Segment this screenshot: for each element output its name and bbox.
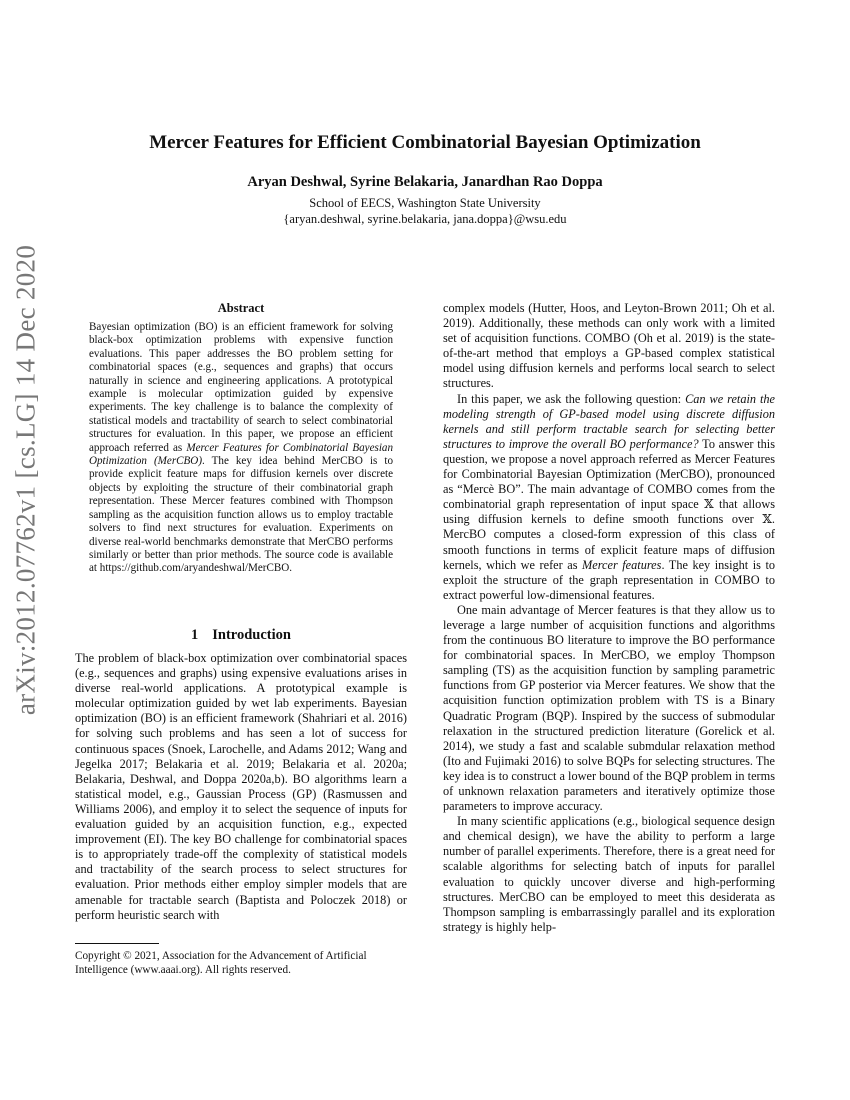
intro-paragraph-3: One main advantage of Mercer features is that they allow us to leverage a large number of acquisition functions and algorithms from the continuous BO literature to improve the BO performance for combinatorial spaces. In MerCBO, we employ Thompson sampling (TS) as the acquisition function by sampling parametric functions from GP posterior via Mercer features. We show that the acquisition function optimization problem with TS is a Binary Quadratic Program (BQP). Inspired by the success of submodular relaxation in the structured prediction literature (Gorelick et al. 2014), we study a fast and scalable submdular relaxation method (Ito and Fujimaki 2016) to solve BQPs for selecting structures. The key idea is to construct a lower bound of the BQP problem in terms of unknown relaxation parameters and iteratively optimize those parameters to improve accuracy.: [443, 602, 775, 814]
research-question: Can we retain the modeling strength of GP-based model using discrete diffusion kernels and still perform tractable search for selecting better structures to improve the overall BO performance?: [443, 391, 775, 451]
intro-paragraph-2-a: In this paper, we ask the following question:: [457, 391, 686, 406]
left-column-body: [75, 651, 407, 923]
intro-paragraph-2-b: To answer this question, we propose a novel approach referred as Mercer Features for Combinatorial Bayesian Optimization (MerCBO), pronounced as “Mercè BO”. The main advantage of COMBO comes from the combinatorial graph representation of input space 𝕏 that allows using diffusion kernels to define smooth functions over 𝕏. MercBO computes a closed-form expression of this class of smooth functions in terms of explicit feature maps of diffusion kernels, which we refer as: [443, 436, 775, 572]
mercer-features-term: Mercer features: [582, 557, 662, 572]
author-emails: {aryan.deshwal, syrine.belakaria, jana.doppa}@wsu.edu: [283, 212, 567, 226]
abstract-text-1: Bayesian optimization (BO) is an efficient framework for solving black-box optimization problems with expensive function evaluations. This paper addresses the BO problem setting for combinatorial spaces (e.g., sequences and graphs) that occurs naturally in science and engineering applications. A prototypical example is molecular optimization guided by expensive experiments. The key challenge is to balance the complexity of statistical models and tractability of search to select combinatorial structures for evaluation. In this paper, we propose an efficient approach referred as: [89, 321, 393, 454]
abstract-body: [89, 321, 393, 576]
section-title: Introduction: [212, 627, 291, 643]
intro-paragraph-4: In many scientific applications (e.g., biological sequence design and chemical design), we have the ability to perform a large number of parallel experiments. Therefore, there is a great need for scalable algorithms for selecting batch of inputs for parallel evaluation to quickly uncover diverse and high-performing structures. MerCBO can be employed to meet this desiderata as Thompson sampling is embarrassingly parallel and its exploration strategy is highly help-: [443, 814, 775, 934]
abstract-heading: Abstract: [217, 301, 265, 315]
intro-paragraph-2-c: . The key insight is to exploit the structure of the graph representation in COMBO to extract powerful low-dimensional features.: [443, 557, 776, 602]
section-number: 1: [191, 627, 199, 643]
intro-paragraph-1-continued: complex models (Hutter, Hoos, and Leyton-Brown 2011; Oh et al. 2019). Additionally, these methods can only work with a limited set of acquisition functions. COMBO (Oh et al. 2019) is the state-of-the-art method that employs a GP-based complex statistical model using diffusion kernels and performs local search to select structures.: [443, 301, 775, 391]
abstract-text-2: . The key idea behind MerCBO is to provide explicit feature maps for diffusion kernels over discrete objects by exploiting the structure of their combinatorial graph representation. These Mercer features combined with Thompson sampling as the acquisition function allows us to employ tractable solvers to find next structures for evaluation. Experiments on diverse real-world benchmarks demonstrate that MerCBO performs similarly or better than prior methods. The source code is available at https://github.com/aryandeshwal/MerCBO.: [89, 455, 393, 575]
paper-title: Mercer Features for Efficient Combinatorial Bayesian Optimization: [149, 132, 701, 153]
right-column-body: [443, 301, 775, 935]
arxiv-identifier-sidebar: [4, 244, 48, 716]
arxiv-identifier-text: arXiv:2012.07762v1 [cs.LG] 14 Dec 2020: [10, 244, 41, 716]
footnote-divider: [75, 943, 159, 944]
intro-paragraph-2: [443, 392, 775, 603]
author-affiliation: School of EECS, Washington State University: [309, 196, 541, 210]
paper-authors: Aryan Deshwal, Syrine Belakaria, Janardhan Rao Doppa: [247, 174, 603, 190]
copyright-footnote: Copyright © 2021, Association for the Advancement of Artificial Intelligence (www.aaai.org). All rights reserved.: [75, 950, 367, 976]
author-affiliation-block: [75, 195, 775, 227]
section-heading-introduction: [75, 627, 407, 644]
abstract-method-name: Mercer Features for Combinatorial Bayesian Optimization (MerCBO): [89, 441, 394, 468]
intro-paragraph-1: The problem of black-box optimization over combinatorial spaces (e.g., sequences and graphs) using expensive evaluations arises in diverse real-world applications. A prototypical example is molecular optimization guided by wet lab experiments. Bayesian optimization (BO) is an efficient framework (Shahriari et al. 2016) for solving such problems and has seen a lot of success for continuous spaces (Snoek, Larochelle, and Adams 2012; Wang and Jegelka 2017; Belakaria et al. 2019; Belakaria et al. 2020a; Belakaria, Deshwal, and Doppa 2020a,b). BO algorithms learn a statistical model, e.g., Gaussian Process (GP) (Rasmussen and Williams 2006), and employ it to select the sequence of inputs for evaluation guided by an acquisition function, e.g., expected improvement (EI). The key BO challenge for combinatorial spaces is to appropriately trade-off the complexity of statistical models and tractability of the search process to select structures for evaluation. Prior methods either employ simpler models that are amenable for tractable search (Baptista and Poloczek 2018) or perform heuristic search with: [75, 651, 407, 922]
